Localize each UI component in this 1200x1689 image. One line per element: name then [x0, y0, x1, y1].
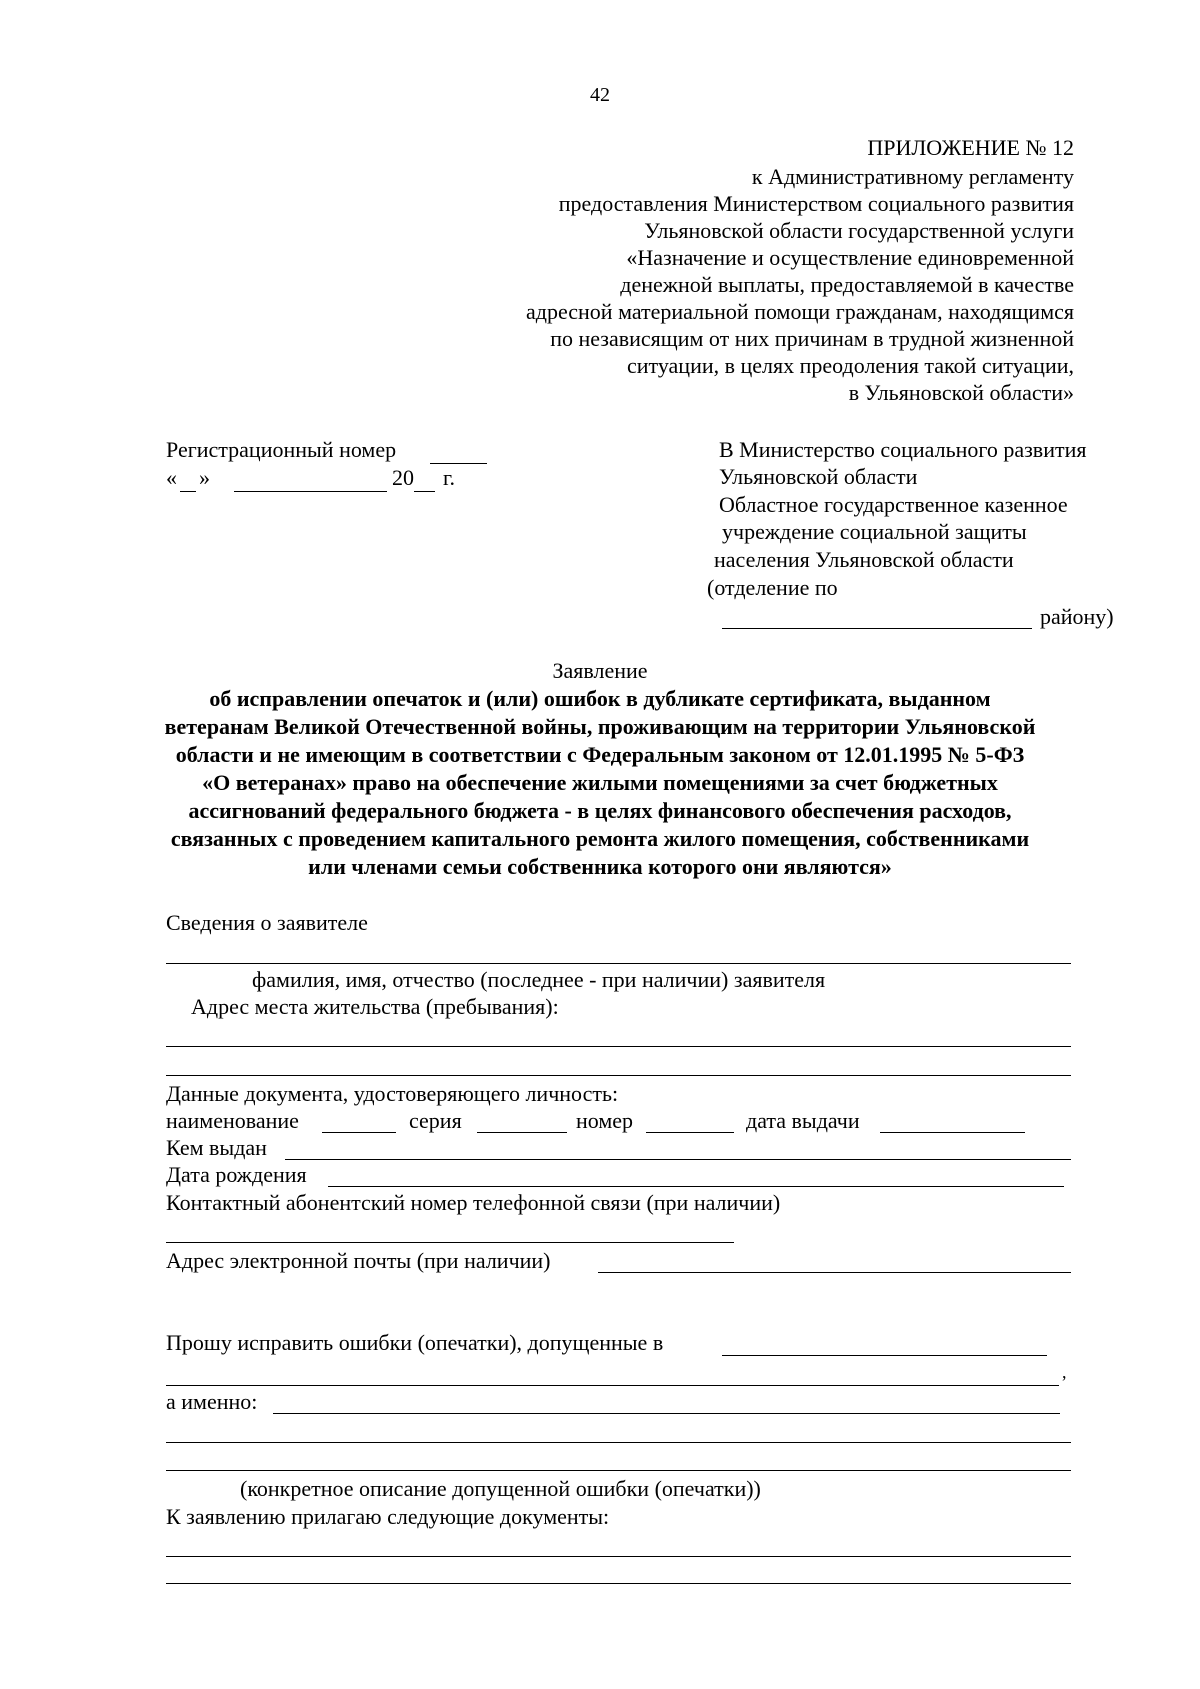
- district-suffix: району): [1040, 604, 1114, 629]
- birth-date-label: Дата рождения: [166, 1162, 307, 1187]
- addressee-line: Ульяновской области: [719, 464, 918, 489]
- month-field[interactable]: [234, 491, 387, 492]
- appendix-line: к Административному регламенту: [751, 164, 1074, 189]
- registration-label: Регистрационный номер: [166, 437, 397, 462]
- appendix-title: ПРИЛОЖЕНИЕ № 12: [867, 135, 1074, 160]
- attachments-label: К заявлению прилагаю следующие документы:: [166, 1504, 610, 1529]
- email-field[interactable]: [598, 1272, 1071, 1273]
- date-open-quote: «: [166, 465, 177, 490]
- appendix-line: по независящим от них причинам в трудной жизненной: [550, 326, 1074, 351]
- appendix-line: «Назначение и осуществление единовременной: [626, 245, 1074, 270]
- appendix-line: Ульяновской области государственной услуги: [644, 218, 1074, 243]
- district-field[interactable]: [722, 628, 1032, 629]
- doc-issue-date-field[interactable]: [880, 1132, 1025, 1133]
- statement-subject-line: ветеранам Великой Отечественной войны, проживающим на территории Ульяновской: [164, 714, 1036, 739]
- address-field-line-1[interactable]: [166, 1046, 1071, 1047]
- error-description-line-1[interactable]: [273, 1413, 1060, 1414]
- birth-date-field[interactable]: [328, 1186, 1064, 1187]
- appendix-line: предоставления Министерством социального развития: [558, 191, 1074, 216]
- appendix-line: денежной выплаты, предоставляемой в качестве: [620, 272, 1074, 297]
- issued-by-label: Кем выдан: [166, 1135, 267, 1160]
- document-field[interactable]: [722, 1355, 1047, 1356]
- doc-number-field[interactable]: [646, 1132, 734, 1133]
- appendix-line: ситуации, в целях преодоления такой ситуации,: [626, 353, 1074, 378]
- year-field[interactable]: [414, 491, 435, 492]
- statement-subject-line: или членами семьи собственника которого они являются»: [308, 854, 892, 879]
- doc-name-label: наименование: [166, 1108, 299, 1133]
- statement-subject-line: связанных с проведением капитального ремонта жилого помещения, собственниками: [170, 826, 1030, 851]
- namely-label: а именно:: [166, 1389, 258, 1414]
- registration-number-field[interactable]: [430, 463, 487, 464]
- line-end-comma: ,: [1062, 1362, 1067, 1382]
- addressee-line: Областное государственное казенное: [719, 492, 1068, 517]
- addressee-line: учреждение социальной защиты: [722, 519, 1027, 544]
- statement-heading: Заявление: [552, 658, 648, 683]
- attachments-line-2[interactable]: [166, 1583, 1071, 1584]
- error-description-caption: (конкретное описание допущенной ошибки (опечатки)): [240, 1476, 761, 1501]
- doc-series-field[interactable]: [477, 1132, 567, 1133]
- addressee-line: (отделение по: [707, 575, 838, 600]
- error-description-line-2[interactable]: [166, 1442, 1071, 1443]
- addressee-line: В Министерство социального развития: [719, 437, 1087, 462]
- statement-subject-line: области и не имеющим в соответствии с Федеральным законом от 12.01.1995 № 5-ФЗ: [175, 742, 1025, 767]
- fio-caption: фамилия, имя, отчество (последнее - при наличии) заявителя: [252, 967, 826, 992]
- statement-subject-line: ассигнований федерального бюджета - в целях финансового обеспечения расходов,: [188, 798, 1012, 823]
- appendix-line: в Ульяновской области»: [848, 380, 1074, 405]
- statement-subject-line: «О ветеранах» право на обеспечение жилыми помещениями за счет бюджетных: [202, 770, 998, 795]
- doc-name-field[interactable]: [322, 1132, 396, 1133]
- date-close-quote: »: [199, 465, 210, 490]
- address-label: Адрес места жительства (пребывания):: [191, 994, 559, 1019]
- appendix-line: адресной материальной помощи гражданам, находящимся: [525, 299, 1074, 324]
- phone-field[interactable]: [166, 1242, 734, 1243]
- id-doc-label: Данные документа, удостоверяющего личность:: [166, 1081, 619, 1106]
- address-field-line-2[interactable]: [166, 1075, 1071, 1076]
- statement-subject-line: об исправлении опечаток и (или) ошибок в дубликате сертификата, выданном: [209, 686, 991, 711]
- issued-by-field[interactable]: [285, 1159, 1071, 1160]
- email-label: Адрес электронной почты (при наличии): [166, 1248, 551, 1273]
- fio-field[interactable]: [166, 963, 1071, 964]
- error-description-line-3[interactable]: [166, 1470, 1071, 1471]
- year-prefix: 20: [392, 465, 414, 490]
- day-field[interactable]: [180, 491, 196, 492]
- page-number: 42: [590, 84, 610, 106]
- phone-label: Контактный абонентский номер телефонной связи (при наличии): [166, 1190, 781, 1215]
- document-field-line-2[interactable]: [166, 1385, 1059, 1386]
- addressee-line: населения Ульяновской области: [714, 547, 1014, 572]
- applicant-section-title: Сведения о заявителе: [166, 910, 368, 935]
- doc-number-label: номер: [576, 1108, 634, 1133]
- doc-issue-date-label: дата выдачи: [746, 1108, 860, 1133]
- doc-series-label: серия: [409, 1108, 462, 1133]
- correct-label: Прошу исправить ошибки (опечатки), допущенные в: [166, 1330, 664, 1355]
- year-suffix: г.: [443, 465, 456, 490]
- attachments-line-1[interactable]: [166, 1556, 1071, 1557]
